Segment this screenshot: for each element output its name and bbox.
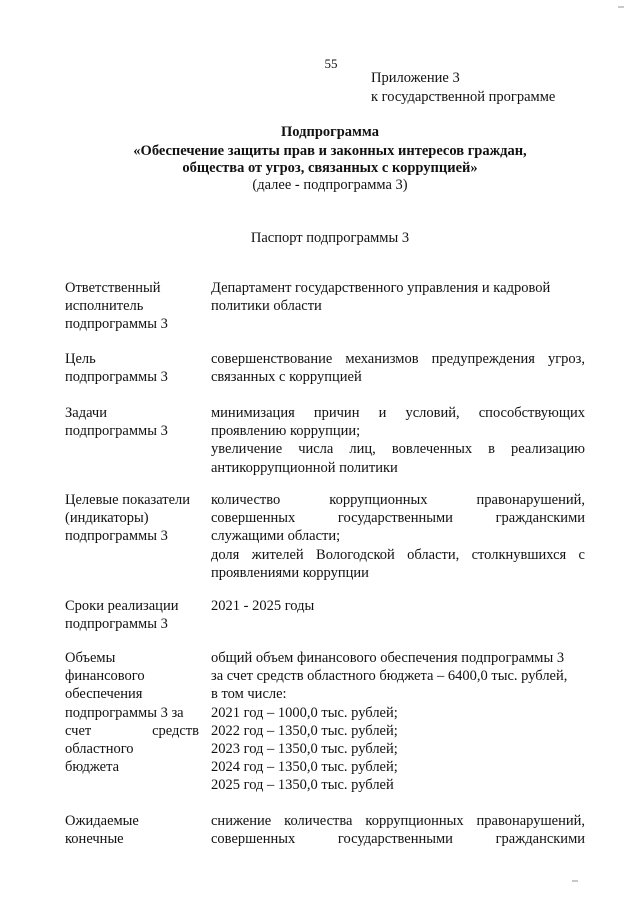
row-value-timeline bbox=[211, 597, 585, 615]
label-line: подпрограммы 3 за bbox=[65, 704, 184, 721]
label-line: областного bbox=[65, 741, 134, 758]
label-line: Цель bbox=[65, 351, 96, 367]
value-line: за счет средств областного бюджета – 6400,0 тыс. рублей, bbox=[211, 668, 568, 685]
value-line: 2021 год – 1000,0 тыс. рублей; bbox=[211, 704, 398, 721]
value-line: 2022 год – 1350,0 тыс. рублей; bbox=[211, 722, 398, 739]
subprogram-title-line-2: общества от угроз, связанных с коррупцией» bbox=[182, 160, 478, 176]
value-line: проявлениями коррупции bbox=[211, 564, 369, 581]
value-line: общий объем финансового обеспечения подпрограммы 3 bbox=[211, 650, 565, 666]
subprogram-heading: Подпрограмма bbox=[281, 124, 379, 140]
appendix-reference: к государственной программе bbox=[371, 89, 556, 105]
value-line: совершенствование механизмов предупреждения угроз, bbox=[211, 351, 585, 367]
label-line: обеспечения bbox=[65, 686, 143, 703]
value-line: антикоррупционной политики bbox=[211, 459, 398, 476]
value-line: служащими области; bbox=[211, 528, 341, 545]
row-value-indicators bbox=[211, 491, 585, 582]
label-line: финансового bbox=[65, 668, 145, 685]
label-line: подпрограммы 3 bbox=[65, 528, 168, 545]
label-line: подпрограммы 3 bbox=[65, 316, 168, 333]
value-line: минимизация причин и условий, способствующих bbox=[211, 405, 585, 421]
row-label-indicators bbox=[65, 491, 205, 546]
label-word: счет bbox=[65, 722, 92, 739]
scan-artifact bbox=[572, 880, 578, 882]
value-line: 2024 год – 1350,0 тыс. рублей; bbox=[211, 759, 398, 776]
value-line: доля жителей Вологодской области, столкнувшихся с bbox=[211, 546, 585, 563]
label-word: средств bbox=[152, 722, 199, 739]
passport-heading: Паспорт подпрограммы 3 bbox=[250, 230, 410, 246]
label-line: бюджета bbox=[65, 759, 120, 776]
value-line: снижение количества коррупционных правонарушений, bbox=[211, 813, 585, 829]
value-line: проявлению коррупции; bbox=[211, 423, 361, 440]
subprogram-title-line-1: «Обеспечение защиты прав и законных интересов граждан, bbox=[133, 143, 527, 159]
label-line: Сроки реализации bbox=[65, 598, 179, 614]
value-line: 2021 - 2025 годы bbox=[211, 598, 315, 614]
label-line: конечные bbox=[65, 831, 124, 848]
value-line: 2023 год – 1350,0 тыс. рублей; bbox=[211, 741, 398, 758]
row-value-tasks bbox=[211, 404, 585, 477]
value-line: политики области bbox=[211, 298, 322, 315]
label-line: исполнитель bbox=[65, 298, 144, 315]
label-line: Ожидаемые bbox=[65, 813, 139, 829]
label-line: (индикаторы) bbox=[65, 510, 149, 527]
row-value-funding bbox=[211, 649, 585, 795]
label-line: подпрограммы 3 bbox=[65, 616, 168, 633]
value-line: в том числе: bbox=[211, 686, 287, 703]
label-line: Задачи bbox=[65, 405, 107, 421]
value-line: 2025 год – 1350,0 тыс. рублей bbox=[211, 777, 394, 794]
label-line: подпрограммы 3 bbox=[65, 423, 168, 440]
row-label-responsible bbox=[65, 279, 205, 334]
value-line: количество коррупционных правонарушений, bbox=[211, 492, 585, 508]
label-line: Ответственный bbox=[65, 280, 161, 296]
label-line: Целевые показатели bbox=[65, 492, 191, 508]
label-line: Объемы bbox=[65, 650, 116, 666]
value-line: совершенных государственными гражданскими bbox=[211, 831, 585, 848]
row-label-goal bbox=[65, 350, 205, 386]
row-label-expected-results bbox=[65, 812, 205, 848]
value-line: увеличение числа лиц, вовлеченных в реализацию bbox=[211, 441, 585, 458]
scan-artifact bbox=[618, 6, 624, 8]
appendix-label: Приложение 3 bbox=[371, 70, 460, 86]
row-label-tasks bbox=[65, 404, 205, 440]
label-line bbox=[65, 722, 199, 740]
row-value-goal bbox=[211, 350, 585, 386]
subprogram-alias: (далее - подпрограмма 3) bbox=[252, 177, 408, 193]
value-line: связанных с коррупцией bbox=[211, 369, 362, 386]
row-value-responsible bbox=[211, 279, 585, 315]
value-line: Департамент государственного управления и кадровой bbox=[211, 280, 551, 296]
label-line: подпрограммы 3 bbox=[65, 369, 168, 386]
value-line: совершенных государственными гражданскими bbox=[211, 510, 585, 527]
row-label-funding bbox=[65, 649, 205, 776]
page-number: 55 bbox=[324, 56, 338, 71]
row-value-expected-results bbox=[211, 812, 585, 848]
row-label-timeline bbox=[65, 597, 205, 633]
